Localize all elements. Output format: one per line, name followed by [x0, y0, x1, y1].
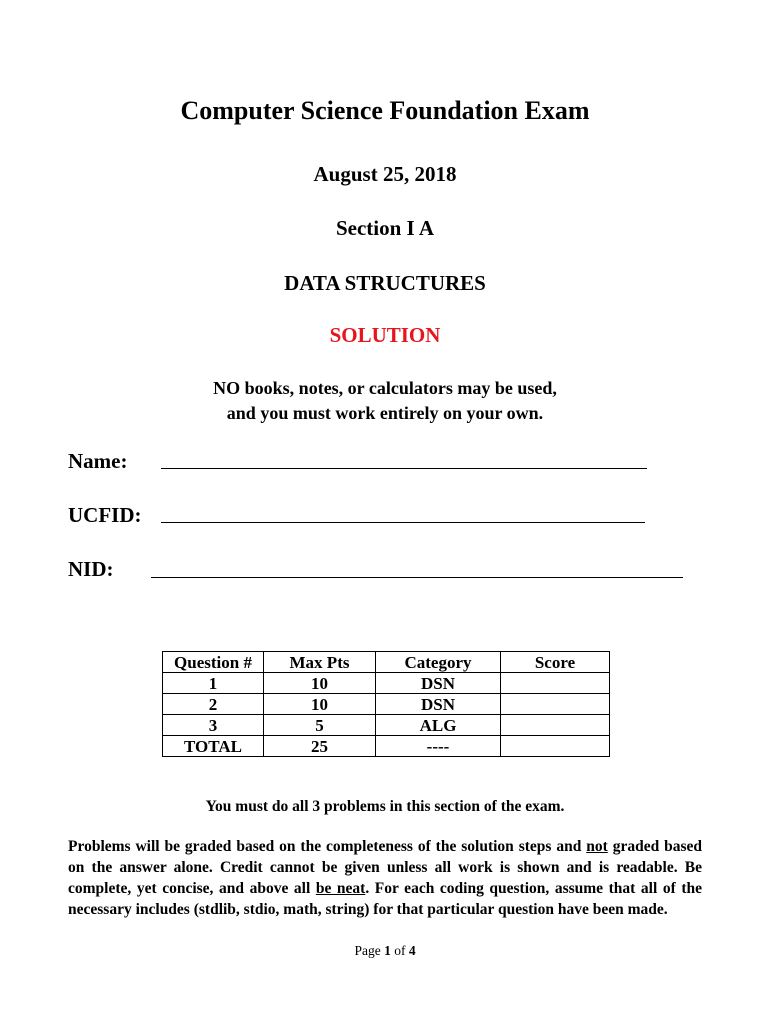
- question-cell: TOTAL: [163, 736, 264, 757]
- page-footer: [0, 943, 770, 959]
- instructions-not: not: [586, 838, 608, 855]
- exam-title: Computer Science Foundation Exam: [180, 96, 590, 125]
- category-cell: ----: [376, 736, 501, 757]
- of-word: of: [394, 943, 406, 958]
- score-table-header: [163, 652, 610, 673]
- name-label: Name:: [68, 449, 128, 473]
- exam-date: August 25, 2018: [313, 162, 457, 186]
- question-cell: 1: [163, 673, 264, 694]
- category-cell: DSN: [376, 673, 501, 694]
- exam-subject: DATA STRUCTURES: [284, 271, 486, 295]
- ucfid-label: UCFID:: [68, 503, 142, 527]
- score-cell[interactable]: [501, 694, 610, 715]
- table-row: [163, 715, 610, 736]
- grading-instructions: [68, 836, 702, 920]
- nid-label: NID:: [68, 557, 114, 581]
- table-row: [163, 694, 610, 715]
- max-pts-cell: 10: [264, 673, 376, 694]
- header-max-pts: Max Pts: [264, 652, 376, 673]
- exam-section: Section I A: [335, 216, 434, 240]
- max-pts-cell: 10: [264, 694, 376, 715]
- page-total: 4: [408, 943, 416, 958]
- category-cell: ALG: [376, 715, 501, 736]
- instructions-part-3: . For each coding question, assume that all of the necessary includes (stdlib, stdio, math, string) for that particular question have been made.: [68, 880, 702, 918]
- instructions-be-neat: be neat: [315, 880, 366, 897]
- category-cell: DSN: [376, 694, 501, 715]
- table-row: [163, 673, 610, 694]
- question-cell: 2: [163, 694, 264, 715]
- instructions-part-1: Problems will be graded based on the completeness of the solution steps and: [68, 838, 587, 855]
- score-cell[interactable]: [501, 736, 610, 757]
- page-word: Page: [354, 943, 381, 958]
- max-pts-cell: 25: [264, 736, 376, 757]
- instructions-part-2: graded based on the answer alone. Credit cannot be given unless all work is shown and is readable. Be complete, yet concise, and above all: [68, 838, 703, 897]
- score-cell[interactable]: [501, 715, 610, 736]
- score-cell[interactable]: [501, 673, 610, 694]
- must-do-note: You must do all 3 problems in this section of the exam.: [205, 798, 565, 815]
- header-question: Question #: [163, 652, 264, 673]
- ucfid-line[interactable]: [161, 522, 645, 523]
- score-table: [162, 651, 610, 757]
- solution-label: SOLUTION: [329, 323, 441, 347]
- max-pts-cell: 5: [264, 715, 376, 736]
- rules-line-1: NO books, notes, or calculators may be used,: [213, 378, 557, 398]
- nid-line[interactable]: [151, 577, 683, 578]
- question-cell: 3: [163, 715, 264, 736]
- page-number: 1: [384, 943, 391, 958]
- header-category: Category: [376, 652, 501, 673]
- header-score: Score: [501, 652, 610, 673]
- name-line[interactable]: [161, 468, 647, 469]
- table-row-total: [163, 736, 610, 757]
- exam-rules: [0, 376, 770, 426]
- rules-line-2: and you must work entirely on your own.: [226, 403, 544, 423]
